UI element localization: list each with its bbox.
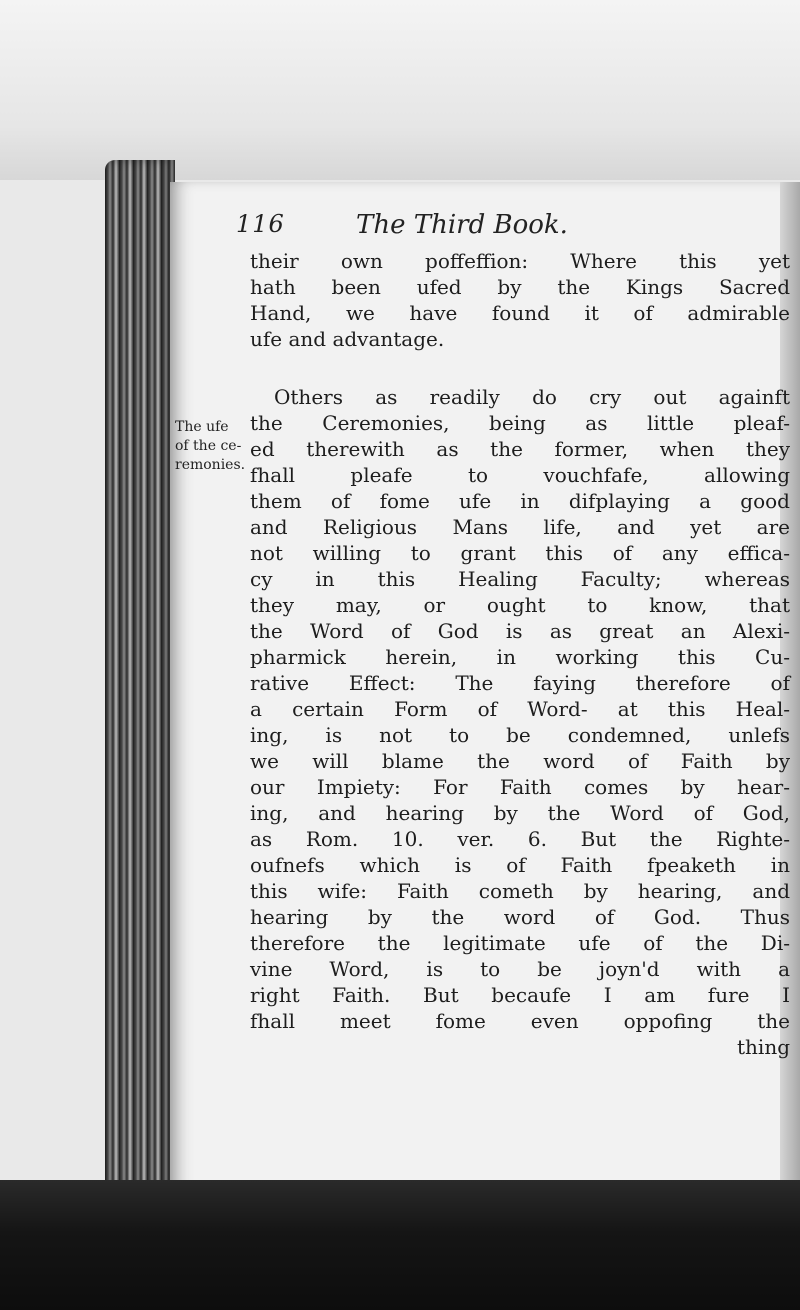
text-line: and Religious Mans life, and yet are	[250, 515, 790, 539]
margin-note-line: remonies.	[175, 457, 246, 473]
margin-note	[175, 418, 250, 475]
background-bottom	[0, 1180, 800, 1310]
text-line: their own poffeffion: Where this yet	[250, 249, 790, 273]
text-line: hath been ufed by the Kings Sacred	[250, 275, 790, 299]
body-text	[250, 248, 790, 1060]
text-line: ing, and hearing by the Word of God,	[250, 801, 790, 825]
margin-note-line: of the ce-	[175, 438, 242, 454]
text-line: the Ceremonies, being as little pleaf-	[250, 411, 790, 435]
text-line: as Rom. 10. ver. 6. But the Righte-	[250, 827, 790, 851]
text-line: ufe and advantage.	[250, 327, 445, 351]
book-binding	[105, 160, 175, 1210]
text-line: therefore the legitimate ufe of the Di-	[250, 931, 790, 955]
page-header	[236, 210, 776, 250]
text-line: vine Word, is to be joyn'd with a	[250, 957, 790, 981]
text-line: ed therewith as the former, when they	[250, 437, 790, 461]
text-line: pharmick herein, in working this Cu-	[250, 645, 790, 669]
text-line: rative Effect: The faying therefore of	[250, 671, 790, 695]
text-line: cy in this Healing Faculty; whereas	[250, 567, 790, 591]
text-line: fhall pleafe to vouchfafe, allowing	[250, 463, 790, 487]
text-line: them of fome ufe in difplaying a good	[250, 489, 790, 513]
text-line: not willing to grant this of any effica-	[250, 541, 790, 565]
text-line: Others as readily do cry out againft	[274, 385, 790, 409]
text-line: fhall meet fome even oppofing the	[250, 1009, 790, 1033]
text-line: this wife: Faith cometh by hearing, and	[250, 879, 790, 903]
paragraph-gap	[250, 352, 790, 384]
text-line: hearing by the word of God. Thus	[250, 905, 790, 929]
margin-note-line: The ufe	[175, 419, 229, 435]
text-line: a certain Form of Word- at this Heal-	[250, 697, 790, 721]
catchword: thing	[737, 1035, 790, 1059]
text-line: they may, or ought to know, that	[250, 593, 790, 617]
text-line: right Faith. But becaufe I am fure I	[250, 983, 790, 1007]
text-line: we will blame the word of Faith by	[250, 749, 790, 773]
page-number: 116	[236, 210, 285, 238]
text-line: our Impiety: For Faith comes by hear-	[250, 775, 790, 799]
running-head: The Third Book.	[356, 210, 568, 240]
text-line: oufnefs which is of Faith fpeaketh in	[250, 853, 790, 877]
text-line: the Word of God is as great an Alexi-	[250, 619, 790, 643]
text-line: ing, is not to be condemned, unlefs	[250, 723, 790, 747]
background-top	[0, 0, 800, 180]
text-line: Hand, we have found it of admirable	[250, 301, 790, 325]
